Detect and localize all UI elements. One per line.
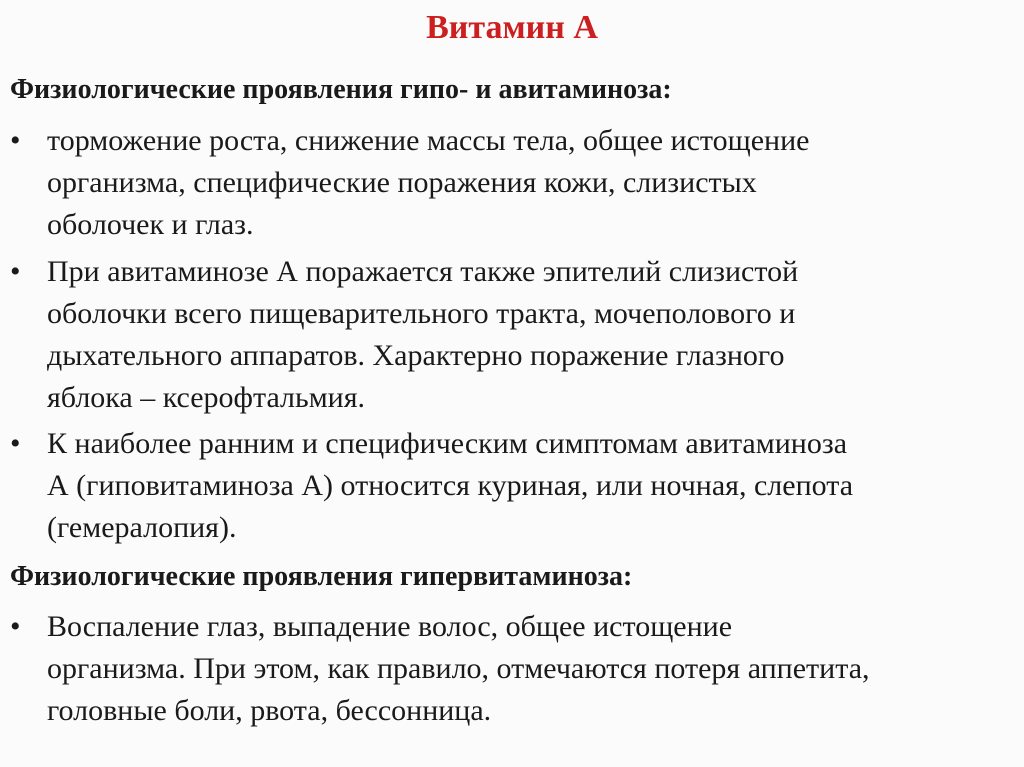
- bullet-icon: •: [10, 610, 21, 643]
- bullet-text: К наиболее ранним и специфическим симптомам авитаминоза А (гиповитаминоза А) относится куриная, или ночная, слепота (гемералопия).: [47, 427, 854, 544]
- bullet-icon: •: [10, 124, 21, 157]
- bullet-icon: •: [10, 427, 21, 460]
- bullet-text: При авитаминозе А поражается также эпителий слизистой оболочки всего пищеварительного тракта, мочеполового и дыхательного аппаратов. Характерно поражение глазного яблока – ксерофтальмия.: [47, 255, 799, 414]
- bullet-text: торможение роста, снижение массы тела, общее истощение организма, специфические поражения кожи, слизистых оболочек и глаз.: [47, 124, 810, 241]
- bullet-icon: •: [10, 255, 21, 288]
- hypo-heading: Физиологические проявления гипо- и авитаминоза:: [10, 74, 672, 105]
- slide-title: Витамин А: [426, 9, 598, 46]
- bullet-text: Воспаление глаз, выпадение волос, общее истощение организма. При этом, как правило, отмечаются потеря аппетита, головные боли, рвота, бессонница.: [47, 610, 870, 727]
- hyper-heading: Физиологические проявления гипервитаминоза:: [10, 561, 633, 592]
